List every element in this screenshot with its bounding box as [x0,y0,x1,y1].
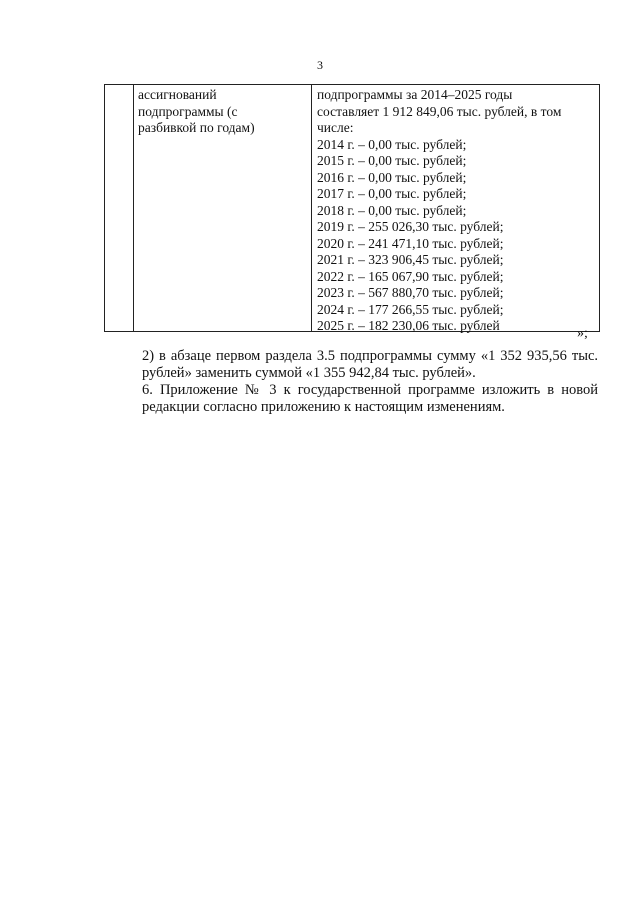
cell-line: разбивкой по годам) [138,120,255,135]
closing-quote: »; [577,326,588,341]
cell-line: подпрограммы (с [138,103,238,119]
year-amount-line: 2019 г. – 255 026,30 тыс. рублей; [317,219,504,234]
year-amount-line: 2020 г. – 241 471,10 тыс. рублей; [317,235,504,251]
paragraph-item-6 [106,382,598,416]
year-amount-line: 2017 г. – 0,00 тыс. рублей; [317,186,467,201]
year-amount-line: 2018 г. – 0,00 тыс. рублей; [317,202,467,218]
cell-line: ассигнований [138,87,217,102]
table-cell-value [317,87,599,335]
paragraph-amendment-2 [106,348,598,382]
paragraph-line: 2) в абзаце первом раздела 3.5 подпрограммы сумму «1 352 935,56 тыс. [142,348,598,364]
page-number: 3 [317,58,323,72]
table-column-divider [311,85,312,331]
paragraph-line: редакции согласно приложению к настоящим изменениям. [142,399,505,415]
year-amount-line: 2023 г. – 567 880,70 тыс. рублей; [317,285,504,300]
year-amount-line: 2021 г. – 323 906,45 тыс. рублей; [317,252,504,267]
year-amount-line: 2025 г. – 182 230,06 тыс. рублей [317,318,500,333]
table-cell-label [138,87,308,137]
cell-line: составляет 1 912 849,06 тыс. рублей, в том [317,103,562,119]
cell-line: подпрограммы за 2014–2025 годы [317,87,513,102]
year-amount-line: 2016 г. – 0,00 тыс. рублей; [317,169,467,185]
paragraph-line: 6. Приложение № 3 к государственной программе изложить в новой [142,382,598,398]
year-amount-line: 2022 г. – 165 067,90 тыс. рублей; [317,268,504,284]
financing-table [104,84,600,332]
cell-line: числе: [317,120,354,135]
year-amount-line: 2024 г. – 177 266,55 тыс. рублей; [317,301,504,317]
year-amount-line: 2015 г. – 0,00 тыс. рублей; [317,153,467,168]
paragraph-line: рублей» заменить суммой «1 355 942,84 тыс. рублей». [142,365,476,381]
year-amount-line: 2014 г. – 0,00 тыс. рублей; [317,136,467,152]
table-column-divider [133,85,134,331]
